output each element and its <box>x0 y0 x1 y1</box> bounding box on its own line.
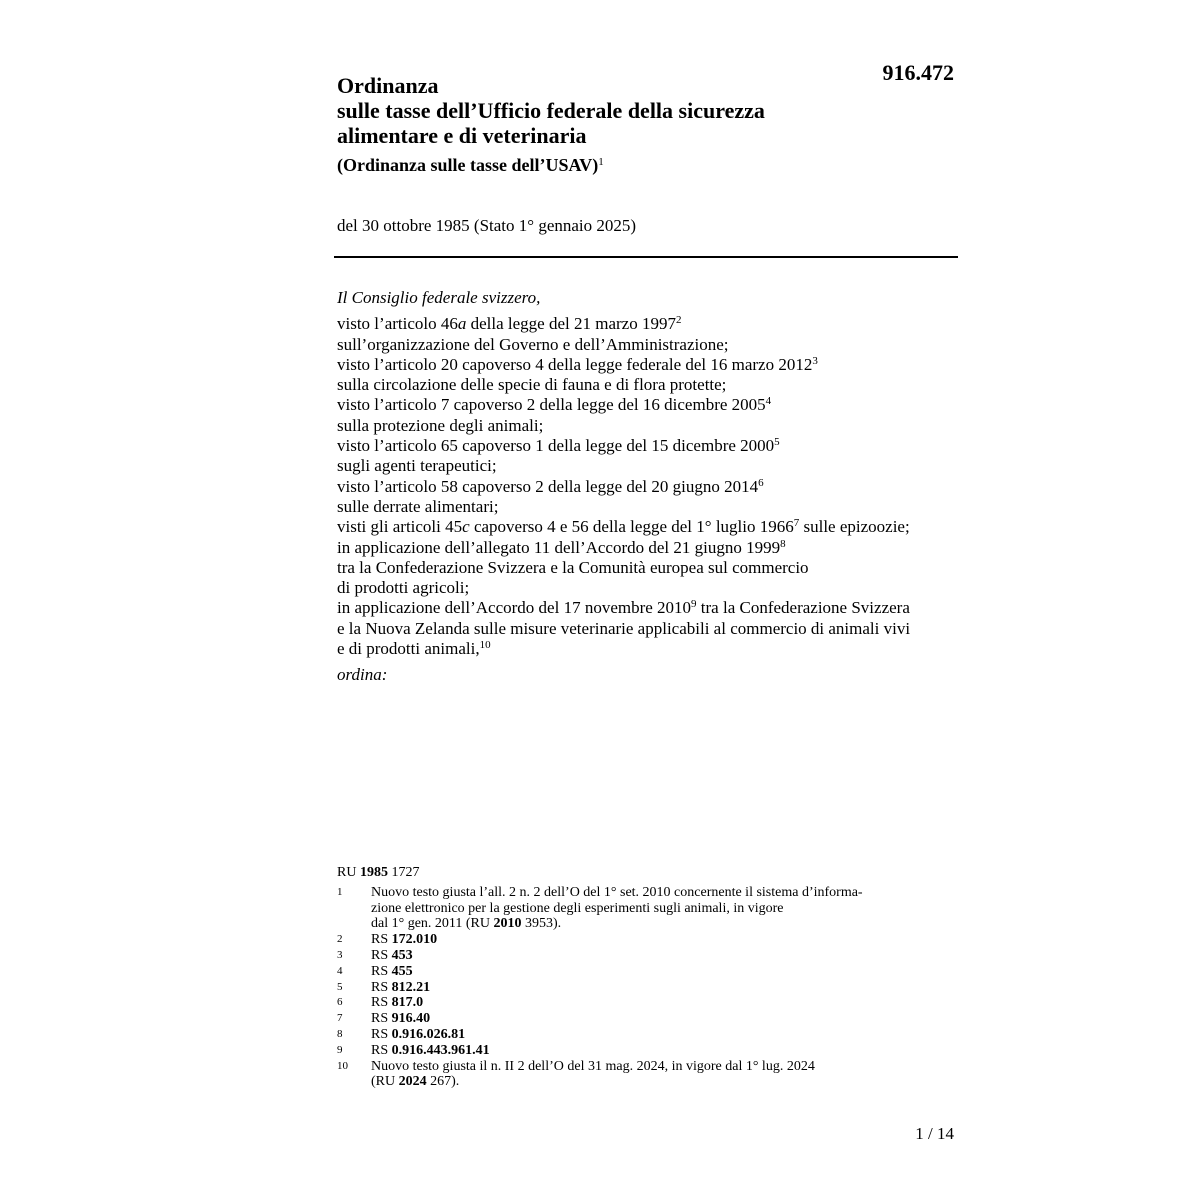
footnote-ref[interactable]: 6 <box>758 476 764 489</box>
footnote <box>337 1059 957 1091</box>
footnote-text <box>371 995 957 1011</box>
preamble-line <box>337 355 967 375</box>
preamble-text: sugli agenti terapeutici; <box>337 456 497 476</box>
preamble-line <box>337 395 967 415</box>
footnote <box>337 885 957 932</box>
footnote-text <box>371 1011 957 1027</box>
preamble-line <box>337 578 967 598</box>
preamble-line <box>337 375 967 395</box>
footnote-line-text: Nuovo testo giusta il n. II 2 dell’O del 31 mag. 2024, in vigore dal 1° lug. 2024 <box>371 1058 815 1074</box>
preamble-text: capoverso 4 e 56 della legge del 1° luglio 1966 <box>469 517 794 537</box>
ru-page: 1727 <box>387 865 420 880</box>
footnote-line <box>371 885 957 901</box>
preamble-text: sulla circolazione delle specie di fauna e di flora protette; <box>337 375 727 395</box>
preamble-text: sulle epizoozie; <box>799 517 910 537</box>
footnote-number: 1 <box>337 885 343 898</box>
footnote-ref[interactable]: 5 <box>774 436 780 449</box>
footnote-ref[interactable]: 9 <box>691 598 697 611</box>
ru-year: 1985 <box>359 865 388 880</box>
footnotes-section <box>337 865 957 1090</box>
preamble-line <box>337 477 967 497</box>
preamble-line <box>337 558 967 578</box>
footnote-reference-number: 2010 <box>493 916 522 932</box>
preamble-line <box>337 538 967 558</box>
ru-prefix: RU <box>337 865 360 880</box>
footnote-number: 5 <box>337 980 343 993</box>
footnote-line <box>371 948 957 964</box>
preamble-text: sull’organizzazione del Governo e dell’Amministrazione; <box>337 334 729 354</box>
footnote-ref[interactable]: 10 <box>479 639 491 652</box>
preamble-text: della legge del 21 marzo 1997 <box>466 314 676 334</box>
footnote-text <box>371 980 957 996</box>
footnote-number: 10 <box>337 1059 348 1072</box>
short-title-text: (Ordinanza sulle tasse dell’USAV) <box>337 155 599 175</box>
footnote-line-text: Nuovo testo giusta l’all. 2 n. 2 dell’O del 1° set. 2010 concernente il sistema d’informa- <box>371 884 863 900</box>
preamble-text: a <box>457 314 467 334</box>
sr-number: 916.472 <box>882 60 954 85</box>
footnote-line-text: zione elettronico per la gestione degli esperimenti sugli animali, in vigore <box>371 900 784 916</box>
preamble-text: tra la Confederazione Svizzera <box>696 598 910 618</box>
title-line: alimentare e di veterinaria <box>337 123 587 148</box>
preamble <box>337 288 967 686</box>
preamble-text: tra la Confederazione Svizzera e la Comunità europea sul commercio <box>337 557 809 577</box>
preamble-intro: Il Consiglio federale svizzero, <box>337 288 541 307</box>
short-title <box>337 154 937 176</box>
document-date: del 30 ottobre 1985 (Stato 1° gennaio 2025) <box>337 216 637 235</box>
footnote-line <box>371 1074 957 1090</box>
footnote-reference-number: 172.010 <box>391 932 438 948</box>
preamble-line <box>337 335 967 355</box>
preamble-line <box>337 416 967 436</box>
footnote-text <box>371 964 957 980</box>
footnote-line-text: (RU <box>371 1074 399 1090</box>
preamble-line <box>337 436 967 456</box>
preamble-line <box>337 314 967 334</box>
horizontal-divider <box>334 256 958 258</box>
document-title <box>337 73 897 148</box>
preamble-text: e di prodotti animali, <box>337 639 480 659</box>
footnote-line <box>371 901 957 917</box>
page-number: 1 / 14 <box>915 1124 954 1143</box>
footnote-reference-number: 916.40 <box>391 1011 431 1027</box>
footnote-reference-number: 0.916.026.81 <box>391 1026 466 1042</box>
footnote-number: 2 <box>337 933 343 946</box>
preamble-line <box>337 598 967 618</box>
preamble-line <box>337 497 967 517</box>
footnote-number: 7 <box>337 1012 343 1025</box>
footnote-line <box>371 1027 957 1043</box>
footnote-ref[interactable]: 7 <box>793 517 800 530</box>
preamble-text: c <box>462 517 470 537</box>
footnote-ref[interactable]: 2 <box>675 314 682 327</box>
footnote-line <box>371 964 957 980</box>
footnote-line <box>371 1011 957 1027</box>
footnote-reference-number: 453 <box>391 947 413 963</box>
footnote-number: 6 <box>337 996 343 1009</box>
footnote <box>337 995 957 1011</box>
footnote <box>337 980 957 996</box>
footnote-number: 3 <box>337 948 343 961</box>
footnote-line-text: 267). <box>426 1074 460 1090</box>
footnote-reference-number: 812.21 <box>391 979 431 995</box>
footnote-line-text: RS <box>371 1026 392 1042</box>
footnote-line-text: RS <box>371 932 392 948</box>
preamble-text: visto l’articolo 65 capoverso 1 della legge del 15 dicembre 2000 <box>337 436 775 456</box>
footnote-text <box>371 885 957 932</box>
footnote <box>337 1027 957 1043</box>
footnote <box>337 948 957 964</box>
footnote <box>337 1043 957 1059</box>
preamble-text: e la Nuova Zelanda sulle misure veterinarie applicabili al commercio di animali vivi <box>337 618 911 638</box>
footnote-reference-number: 817.0 <box>391 995 424 1011</box>
preamble-body <box>337 314 967 659</box>
footnote-number: 8 <box>337 1027 343 1040</box>
footnote-ref[interactable]: 4 <box>765 395 772 408</box>
footnote-reference-number: 2024 <box>398 1074 427 1090</box>
footnote-text <box>371 1059 957 1091</box>
footnote <box>337 964 957 980</box>
footnote-line-text: RS <box>371 979 392 995</box>
footnote-text <box>371 932 957 948</box>
footnote-line <box>371 995 957 1011</box>
preamble-text: in applicazione dell’Accordo del 17 novembre 2010 <box>337 598 692 618</box>
preamble-text: visto l’articolo 20 capoverso 4 della legge federale del 16 marzo 2012 <box>337 354 813 374</box>
title-line: sulle tasse dell’Ufficio federale della sicurezza <box>337 98 765 123</box>
footnote-reference-number: 0.916.443.961.41 <box>391 1042 490 1058</box>
preamble-text: visti gli articoli 45 <box>337 517 463 537</box>
footnote-line-text: RS <box>371 1011 392 1027</box>
title-line: Ordinanza <box>337 73 439 98</box>
footnote-list <box>337 885 957 1090</box>
preamble-text: di prodotti agricoli; <box>337 578 470 598</box>
footnote-line-text: RS <box>371 947 392 963</box>
preamble-text: visto l’articolo 58 capoverso 2 della legge del 20 giugno 2014 <box>337 476 759 496</box>
footnote-reference-number: 455 <box>391 963 413 979</box>
footnote-line-text: RS <box>371 963 392 979</box>
footnote-line-text: RS <box>371 1042 392 1058</box>
preamble-text: sulla protezione degli animali; <box>337 415 544 435</box>
footnote-line <box>371 1059 957 1075</box>
footnote-ref[interactable]: 3 <box>812 354 818 367</box>
footnote-line <box>371 1043 957 1059</box>
footnote <box>337 932 957 948</box>
footnote-text <box>371 948 957 964</box>
footnote-line-text: dal 1° gen. 2011 (RU <box>371 916 494 932</box>
preamble-text: in applicazione dell’allegato 11 dell’Accordo del 21 giugno 1999 <box>337 537 781 557</box>
preamble-line <box>337 456 967 476</box>
ru-reference <box>337 865 957 881</box>
footnote-ref[interactable]: 1 <box>598 156 604 168</box>
footnote-text <box>371 1043 957 1059</box>
footnote-number: 4 <box>337 964 343 977</box>
preamble-ordina: ordina: <box>337 665 388 685</box>
footnote-line <box>371 932 957 948</box>
footnote-line <box>371 916 957 932</box>
preamble-text: sulle derrate alimentari; <box>337 496 499 516</box>
preamble-line <box>337 619 967 639</box>
preamble-line <box>337 517 967 537</box>
footnote-line <box>371 980 957 996</box>
preamble-line <box>337 639 967 659</box>
footnote-line-text: RS <box>371 995 392 1011</box>
preamble-text: visto l’articolo 7 capoverso 2 della legge del 16 dicembre 2005 <box>337 395 766 415</box>
footnote-ref[interactable]: 8 <box>780 537 786 550</box>
footnote <box>337 1011 957 1027</box>
footnote-number: 9 <box>337 1043 343 1056</box>
footnote-line-text: 3953). <box>521 916 562 932</box>
preamble-text: visto l’articolo 46 <box>337 314 458 334</box>
footnote-text <box>371 1027 957 1043</box>
